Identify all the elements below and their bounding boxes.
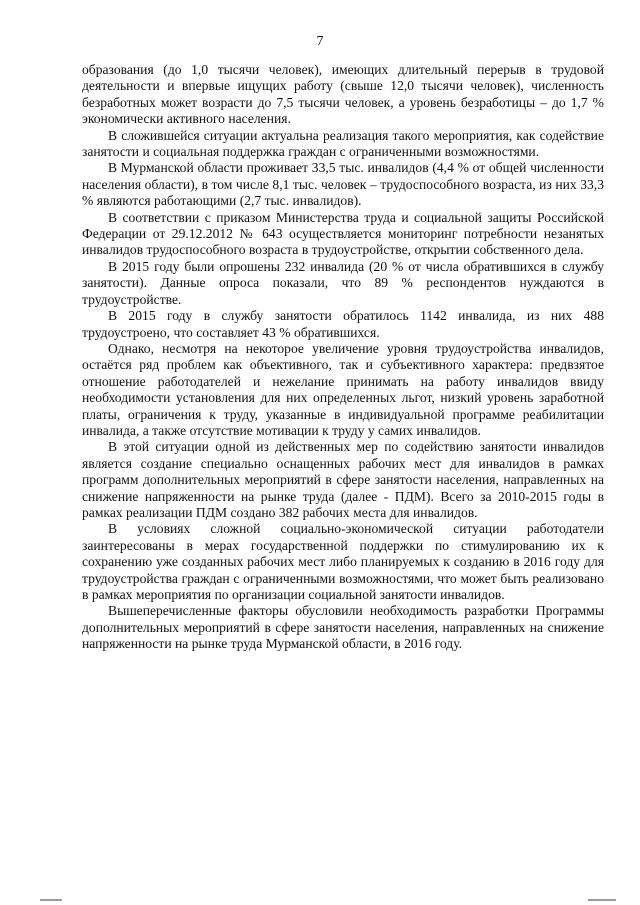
paragraph-6: В 2015 году в службу занятости обратилось 1142 инвалида, из них 488 трудоустроено, что составляет 43 % обратившихся. <box>82 308 604 340</box>
scan-mark-left <box>40 899 62 901</box>
paragraph-1: образования (до 1,0 тысячи человек), имеющих длительный перерыв в трудовой деятельности и впервые ищущих работу (свыше 12,0 тысячи человек), численность безработных может возрасти до 7,5 тысячи человек, а уровень безработицы – до 1,7 % экономически активного населения. <box>82 62 604 127</box>
paragraph-8: В этой ситуации одной из действенных мер по содействию занятости инвалидов является создание специально оснащенных рабочих мест для инвалидов в рамках программ дополнительных мероприятий в сфере занятости населения, направленных на снижение напряженности на рынке труда (далее - ПДМ). Всего за 2010-2015 годы в рамках реализации ПДМ создано 382 рабочих места для инвалидов. <box>82 439 604 520</box>
paragraph-9: В условиях сложной социально-экономической ситуации работодатели заинтересованы в мерах государственной поддержки по стимулированию их к сохранению уже созданных рабочих мест либо планируемых к созданию в 2016 году для трудоустройства граждан с ограниченными возможностями, что может быть реализовано в рамках мероприятия по организации социальной занятости инвалидов. <box>82 521 604 602</box>
scan-mark-right <box>588 899 616 901</box>
paragraph-10: Вышеперечисленные факторы обусловили необходимость разработки Программы дополнительных мероприятий в сфере занятости населения, направленных на снижение напряженности на рынке труда Мурманской области, в 2016 году. <box>82 603 604 652</box>
scan-artifacts <box>0 891 640 905</box>
paragraph-3: В Мурманской области проживает 33,5 тыс. инвалидов (4,4 % от общей численности населения области), в том числе 8,1 тыс. человек – трудоспособного возраста, из них 33,3 % являются работающими (2,7 тыс. инвалидов). <box>82 160 604 209</box>
paragraph-2: В сложившейся ситуации актуальна реализация такого мероприятия, как содействие занятости и социальная поддержка граждан с ограниченными возможностями. <box>82 127 604 160</box>
paragraph-7: Однако, несмотря на некоторое увеличение уровня трудоустройства инвалидов, остаётся ряд проблем как объективного, так и субъективного характера: предвзятое отношение работодателей и нежелание принимать на работу инвалидов ввиду необходимости установления для них определенных льгот, низкий уровень заработной платы, ограничения к труду, указанные в индивидуальной программе реабилитации инвалида, а также отсутствие мотивации к труду у самих инвалидов. <box>82 340 604 438</box>
page-number: 7 <box>316 34 324 49</box>
paragraph-5: В 2015 году были опрошены 232 инвалида (20 % от числа обратившихся в службу занятости). Данные опроса показали, что 89 % респондентов нуждаются в трудоустройстве. <box>82 258 604 307</box>
document-body <box>82 62 604 653</box>
paragraph-4: В соответствии с приказом Министерства труда и социальной защиты Российской Федерации от 29.12.2012 № 643 осуществляется мониторинг потребности незанятых инвалидов трудоспособного возраста в трудоустройстве, открытии собственного дела. <box>82 209 604 258</box>
